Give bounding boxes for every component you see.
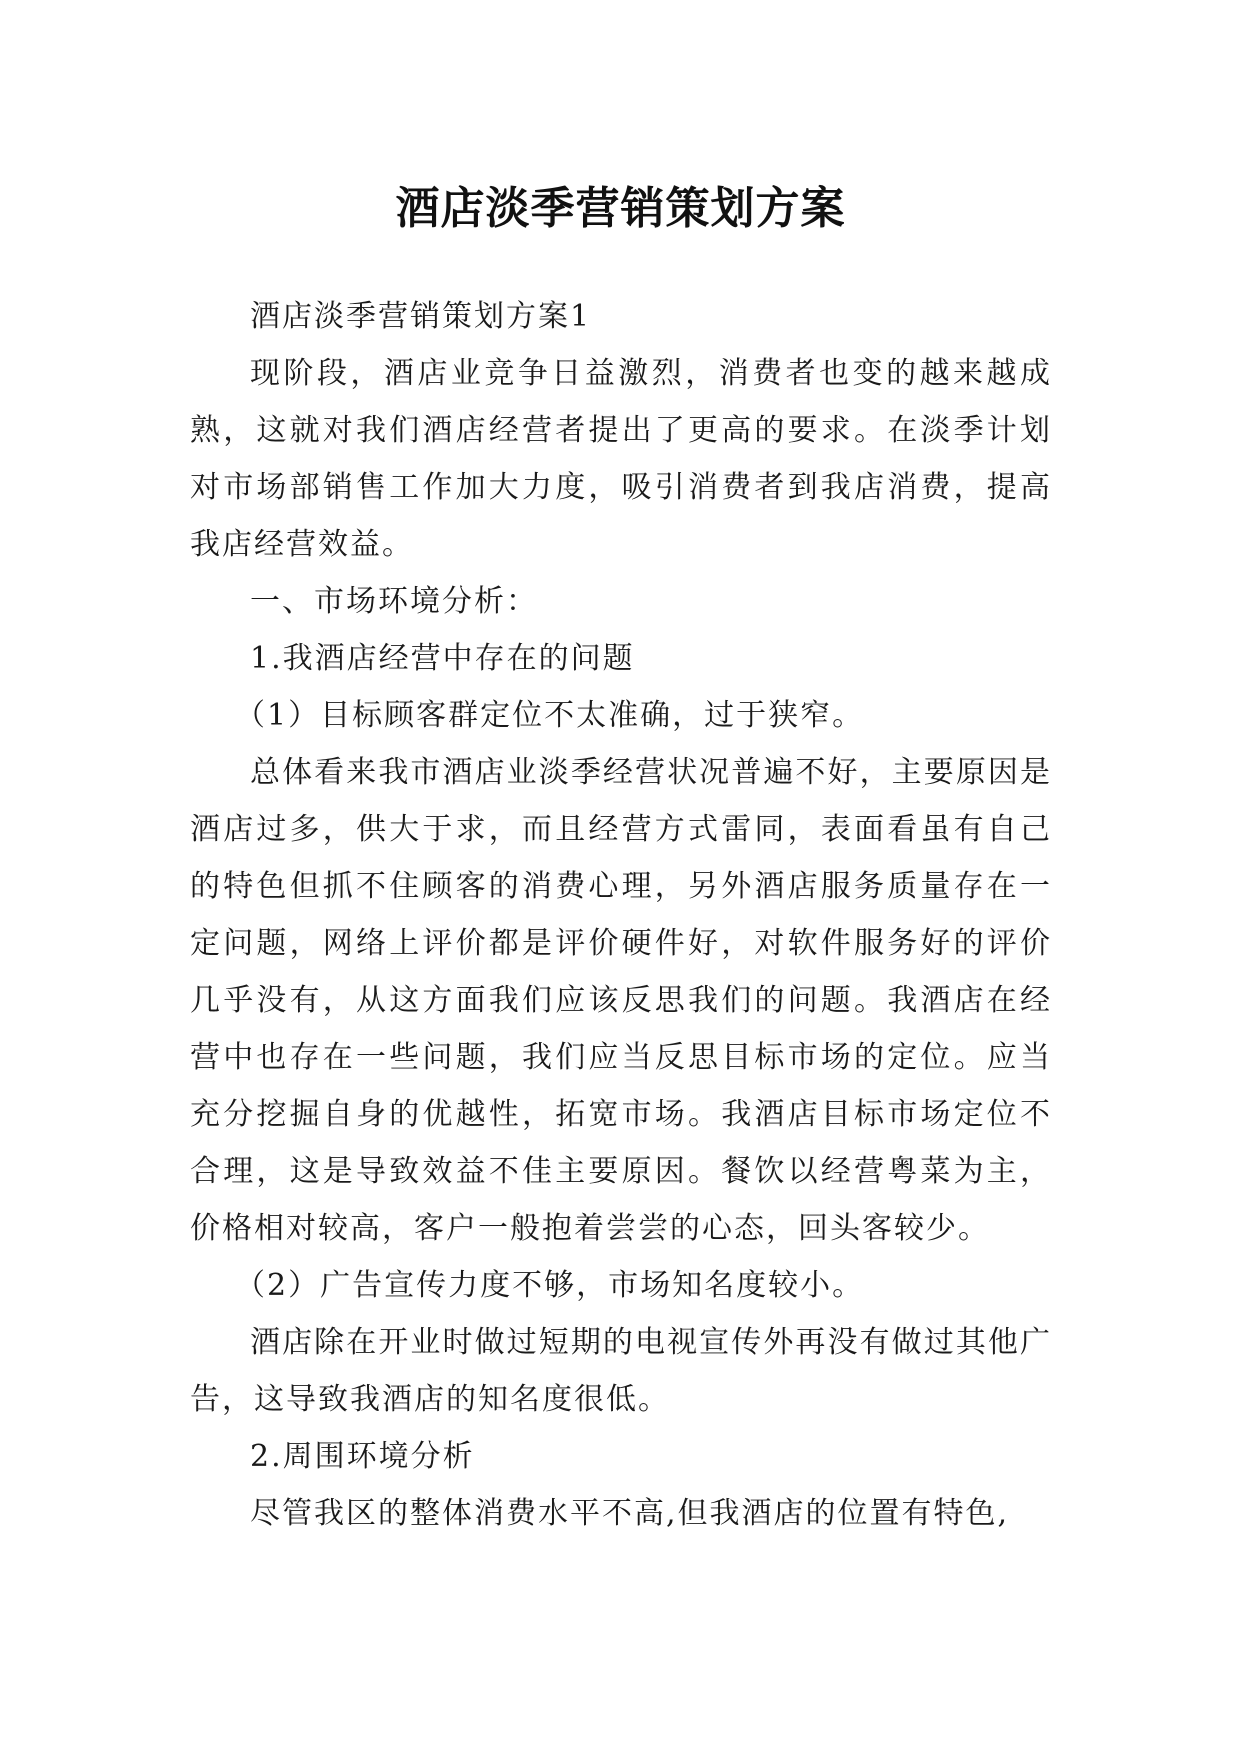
body-paragraph: 尽管我区的整体消费水平不高,但我酒店的位置有特色, — [250, 1496, 1010, 1531]
subsection-heading: 1.我酒店经营中存在的问题 — [250, 641, 635, 676]
body-paragraph: 酒店除在开业时做过短期的电视宣传外再没有做过其他广告，这导致我酒店的知名度很低。 — [190, 1325, 1052, 1417]
body-paragraph: 现阶段，酒店业竞争日益激烈，消费者也变的越来越成熟，这就对我们酒店经营者提出了更高的要求。在淡季计划对市场部销售工作加大力度，吸引消费者到我店消费，提高我店经营效益。 — [190, 356, 1052, 562]
list-item: （1）目标顾客群定位不太准确，过于狭窄。 — [235, 698, 865, 733]
list-item: （2）广告宣传力度不够，市场知名度较小。 — [235, 1268, 865, 1303]
body-paragraph: 总体看来我市酒店业淡季经营状况普遍不好，主要原因是酒店过多，供大于求，而且经营方式雷同，表面看虽有自己的特色但抓不住顾客的消费心理，另外酒店服务质量存在一定问题，网络上评价都是评价硬件好，对软件服务好的评价几乎没有，从这方面我们应该反思我们的问题。我酒店在经营中也存在一些问题，我们应当反思目标市场的定位。应当充分挖掘自身的优越性，拓宽市场。我酒店目标市场定位不合理，这是导致效益不佳主要原因。餐饮以经营粤菜为主，价格相对较高，客户一般抱着尝尝的心态，回头客较少。 — [190, 755, 1052, 1246]
subsection-heading: 2.周围环境分析 — [250, 1439, 475, 1474]
section-heading: 酒店淡季营销策划方案1 — [250, 299, 592, 334]
document-body — [190, 288, 1052, 1542]
document-title: 酒店淡季营销策划方案 — [395, 183, 846, 235]
section-heading: 一、市场环境分析： — [250, 584, 538, 619]
